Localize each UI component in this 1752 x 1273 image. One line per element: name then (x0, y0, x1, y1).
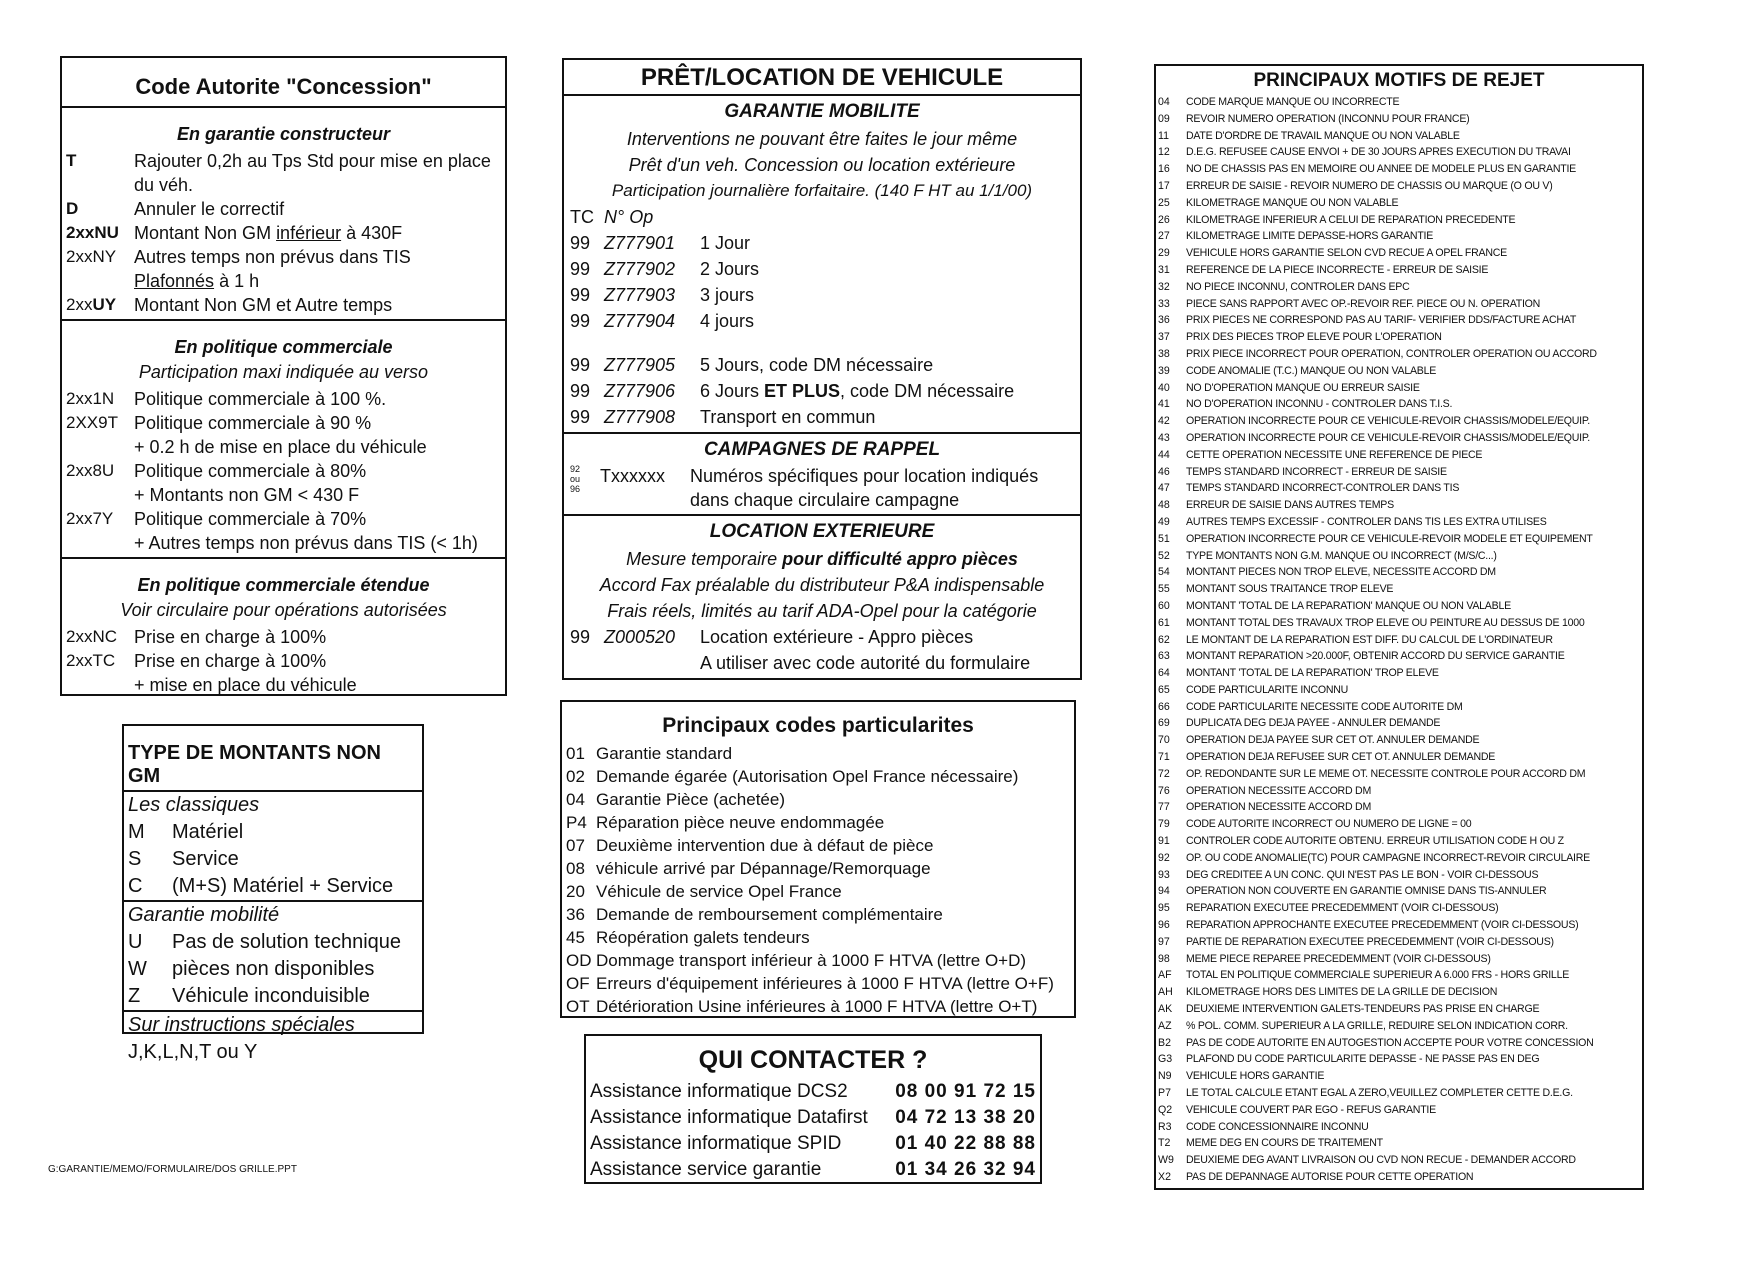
campagnes-section: CAMPAGNES DE RAPPEL 92 ou 96 Txxxxxx Numéros spécifiques pour location indiqués dans chaque circulaire campagne (564, 432, 1080, 514)
rejet-row: 96 REPARATION APPROCHANTE EXECUTEE PRECEDEMMENT (VOIR CI-DESSOUS) (1158, 919, 1579, 932)
rejet-row: 70 OPERATION DEJA PAYEE SUR CET OT. ANNULER DEMANDE (1158, 734, 1480, 747)
code-row: 2xxNY Autres temps non prévus dans TIS Plafonnés à 1 h (66, 247, 411, 291)
op-row: 99 Z777902 2 Jours (570, 259, 760, 279)
rejet-row: 79 CODE AUTORITE INCORRECT OU NUMERO DE LIGNE = 00 (1158, 818, 1472, 831)
code-row: 2xx1N Politique commerciale à 100 %. (66, 389, 387, 409)
contact-list (586, 1079, 1040, 1183)
rejet-row: T2 MEME DEG EN COURS DE TRAITEMENT (1158, 1137, 1383, 1150)
code-row: T Rajouter 0,2h au Tps Std pour mise en place du véh. (66, 151, 491, 195)
code-row: 2xx8U Politique commerciale à 80% (66, 461, 367, 481)
type-row: W pièces non disponibles (128, 958, 375, 980)
rejet-row: 39 CODE ANOMALIE (T.C.) MANQUE OU NON VALABLE (1158, 364, 1437, 377)
rejet-row: AF TOTAL EN POLITIQUE COMMERCIALE SUPERIEUR A 6.000 FRS - HORS GRILLE (1158, 969, 1570, 982)
rejet-row: 91 CONTROLER CODE AUTORITE OBTENU. ERREUR UTILISATION CODE H OU Z (1158, 835, 1564, 848)
rejet-row: W9 DEUXIEME DEG AVANT LIVRAISON OU CVD NON RECUE - DEMANDER ACCORD (1158, 1154, 1576, 1167)
particularite-row: 45 Réopération galets tendeurs (566, 928, 810, 947)
rejet-row: 55 MONTANT SOUS TRAITANCE TROP ELEVE (1158, 583, 1394, 596)
rejet-row: 51 OPERATION INCORRECTE POUR CE VEHICULE-REVOIR MODELE ET EQUIPEMENT (1158, 532, 1593, 545)
particularite-row: 36 Demande de remboursement complémentaire (566, 905, 943, 924)
op-row: 99 Z777906 6 Jours ET PLUS, code DM nécessaire (570, 381, 1015, 401)
code-row: 2XX9T Politique commerciale à 90 % (66, 413, 372, 433)
location-exterieure-section: LOCATION EXTERIEURE Mesure temporaire pour difficulté appro pièces Accord Fax préalable du distributeur P&A indispensable Frais réels, limités au tarif ADA-Opel pour la catégorie 99 Z000520 Location extérieure - Appro pièces A utiliser avec code autorité du formulaire (564, 514, 1080, 678)
rejet-row: N9 VEHICULE HORS GARANTIE (1158, 1070, 1325, 1083)
mobilite-type-section: Garantie mobilité U Pas de solution technique W pièces non disponibles Z Véhicule inconduisible (124, 900, 422, 1010)
code-row: 2xxNC Prise en charge à 100% (66, 627, 327, 647)
contact-row: Assistance informatique DCS2 08 00 91 72 15 (590, 1081, 1036, 1102)
etendue-section (62, 557, 505, 699)
rejet-row: AZ % POL. COMM. SUPERIEUR A LA GRILLE, REDUIRE SELON INDICATION CORR. (1158, 1019, 1568, 1032)
rejet-row: 93 DEG CREDITEE A UN CONC. QUI N'EST PAS LE BON - VOIR CI-DESSOUS (1158, 868, 1539, 881)
rejet-row: 04 CODE MARQUE MANQUE OU INCORRECTE (1158, 96, 1400, 108)
type-row: M Matériel (128, 821, 244, 843)
politique-section (62, 319, 505, 557)
rejet-row: 63 MONTANT REPARATION >20.000F, OBTENIR ACCORD DU SERVICE GARANTIE (1158, 650, 1565, 663)
op-row: 99 Z777904 4 jours (570, 311, 755, 331)
op-row: 99 Z777905 5 Jours, code DM nécessaire (570, 355, 934, 375)
rejet-row: 76 OPERATION NECESSITE ACCORD DM (1158, 784, 1372, 797)
rejet-row: 60 MONTANT 'TOTAL DE LA REPARATION' MANQUE OU NON VALABLE (1158, 599, 1511, 612)
type-row: Z Véhicule inconduisible (128, 985, 370, 1007)
rejet-row: 47 TEMPS STANDARD INCORRECT-CONTROLER DANS TIS (1158, 482, 1460, 495)
rejet-row: R3 CODE CONCESSIONNAIRE INCONNU (1158, 1120, 1369, 1133)
rejet-row: 17 ERREUR DE SAISIE - REVOIR NUMERO DE CHASSIS OU MARQUE (O OU V) (1158, 179, 1553, 192)
rejet-row: 38 PRIX PIECE INCORRECT POUR OPERATION, CONTROLER OPERATION OU ACCORD (1158, 347, 1597, 360)
rejet-row: 42 OPERATION INCORRECTE POUR CE VEHICULE-REVOIR CHASSIS/MODELE/EQUIP. (1158, 415, 1590, 428)
politique-sub: Participation maxi indiquée au verso (138, 362, 429, 382)
garantie-mobilite-section: GARANTIE MOBILITE Interventions ne pouvant être faites le jour même Prêt d'un veh. Concession ou location extérieure Participation journalière forfaitaire. (140 F HT au 1/1/00) TC N° Op 99 Z777901 1 Jour 99 Z777902 2 Jours 99 Z777903 3 jours 99 Z777904 4 jours 99 Z777905 5 Jours, code DM nécessaire 99 Z777906 6 Jours ET PLUS, code DM nécessaire 99 Z777908 Transport en commun (564, 96, 1080, 432)
particularite-row: OF Erreurs d'équipement inférieures à 1000 F HTVA (lettre O+F) (566, 974, 1054, 993)
rejet-row: 37 PRIX DES PIECES TROP ELEVE POUR L'OPERATION (1158, 331, 1442, 344)
classiques-section: Les classiques M Matériel S Service C (M+S) Matériel + Service (124, 792, 422, 900)
codes-list (562, 742, 1074, 1018)
rejet-row: AK DEUXIEME INTERVENTION GALETS-TENDEURS PAS PRISE EN CHARGE (1158, 1003, 1540, 1016)
rejet-row: 31 REFERENCE DE LA PIECE INCORRECTE - ERREUR DE SAISIE (1158, 263, 1489, 276)
etendue-sub: Voir circulaire pour opérations autorisées (120, 600, 447, 620)
op-row: 99 Z777903 3 jours (570, 285, 755, 305)
rejet-list (1156, 94, 1642, 1186)
rejet-row: 25 KILOMETRAGE MANQUE OU NON VALABLE (1158, 196, 1399, 209)
code-row: + 0.2 h de mise en place du véhicule (134, 437, 427, 457)
rejet-row: 54 MONTANT PIECES NON TROP ELEVE, NECESSITE ACCORD DM (1158, 566, 1496, 579)
particularite-row: 02 Demande égarée (Autorisation Opel France nécessaire) (566, 767, 1019, 786)
rejet-row: 95 REPARATION EXECUTEE PRECEDEMMENT (VOIR CI-DESSOUS) (1158, 902, 1499, 915)
rejet-row: 44 CETTE OPERATION NECESSITE UNE REFERENCE DE PIECE (1158, 448, 1483, 461)
rejet-row: 36 PRIX PIECES NE CORRESPOND PAS AU TARIF- VERIFIER DDS/FACTURE ACHAT (1158, 314, 1577, 327)
rejet-row: 66 CODE PARTICULARITE NECESSITE CODE AUTORITE DM (1158, 700, 1463, 713)
contact-row: Assistance informatique Datafirst 04 72 13 38 20 (590, 1107, 1036, 1128)
rejet-row: 12 D.E.G. REFUSEE CAUSE ENVOI + DE 30 JOURS APRES EXECUTION DU TRAVAI (1158, 146, 1571, 159)
footer-path: G:GARANTIE/MEMO/FORMULAIRE/DOS GRILLE.PPT (48, 1164, 297, 1175)
pret-location-title: PRÊT/LOCATION DE VEHICULE (564, 60, 1080, 96)
op-row: 99 Z777901 1 Jour (570, 233, 751, 253)
code-row: + Autres temps non prévus dans TIS (< 1h) (134, 533, 478, 553)
garantie-heading: En garantie constructeur (176, 124, 391, 144)
code-autorite-title: Code Autorite "Concession" (62, 58, 505, 108)
rejet-row: 16 NO DE CHASSIS PAS EN MEMOIRE OU ANNEE DE MODELE PLUS EN GARANTIE (1158, 163, 1576, 176)
type-montants-title: TYPE DE MONTANTS NON GM (124, 726, 422, 792)
pret-location-box (562, 58, 1082, 680)
rejet-row: 49 AUTRES TEMPS EXCESSIF - CONTROLER DANS TIS LES EXTRA UTILISES (1158, 515, 1547, 528)
particularite-row: 20 Véhicule de service Opel France (566, 882, 842, 901)
motifs-rejet-title: PRINCIPAUX MOTIFS DE REJET (1253, 70, 1545, 91)
rejet-row: 29 VEHICULE HORS GARANTIE SELON CVD RECUE A OPEL FRANCE (1158, 247, 1507, 260)
speciales-section: Sur instructions spéciales J,K,L,N,T ou Y (124, 1010, 422, 1066)
rejet-row: 94 OPERATION NON COUVERTE EN GARANTIE OMNISE DANS TIS-ANNULER (1158, 885, 1547, 898)
code-row: 2xxUY Montant Non GM et Autre temps (66, 295, 393, 315)
contact-row: Assistance service garantie 01 34 26 32 94 (590, 1159, 1036, 1180)
particularite-row: 01 Garantie standard (566, 744, 733, 763)
contact-row: Assistance informatique SPID 01 40 22 88 88 (590, 1133, 1036, 1154)
rejet-row: 52 TYPE MONTANTS NON G.M. MANQUE OU INCORRECT (M/S/C...) (1158, 549, 1497, 562)
garantie-section (62, 108, 505, 319)
rejet-row: 48 ERREUR DE SAISIE DANS AUTRES TEMPS (1158, 499, 1394, 512)
op-row: 99 Z000520 Location extérieure - Appro pièces (570, 627, 974, 647)
particularite-row: OD Dommage transport inférieur à 1000 F HTVA (lettre O+D) (566, 951, 1027, 970)
qui-contacter-title: QUI CONTACTER ? (698, 1046, 928, 1074)
code-row: D Annuler le correctif (66, 199, 285, 219)
rejet-row: 98 MEME PIECE REPAREE PRECEDEMMENT (VOIR CI-DESSOUS) (1158, 952, 1491, 965)
code-row: 2xxTC Prise en charge à 100% (66, 651, 327, 671)
particularite-row: 04 Garantie Pièce (achetée) (566, 790, 785, 809)
type-montants-box (122, 724, 424, 1063)
rejet-row: 65 CODE PARTICULARITE INCONNU (1158, 683, 1349, 696)
type-row: U Pas de solution technique (128, 931, 402, 953)
rejet-row: 97 PARTIE DE REPARATION EXECUTEE PRECEDEMMENT (VOIR CI-DESSOUS) (1158, 935, 1554, 948)
op-row: 99 Z777908 Transport en commun (570, 407, 876, 427)
rejet-row: 09 REVOIR NUMERO OPERATION (INCONNU POUR FRANCE) (1158, 112, 1470, 125)
rejet-row: 26 KILOMETRAGE INFERIEUR A CELUI DE REPARATION PRECEDENTE (1158, 213, 1516, 226)
rejet-row: B2 PAS DE CODE AUTORITE EN AUTOGESTION ACCEPTE POUR VOTRE CONCESSION (1158, 1036, 1594, 1049)
codes-particularites-title: Principaux codes particularites (662, 714, 974, 737)
type-row: S Service (128, 848, 239, 870)
code-row: 2xx7Y Politique commerciale à 70% (66, 509, 367, 529)
rejet-row: 43 OPERATION INCORRECTE POUR CE VEHICULE-REVOIR CHASSIS/MODELE/EQUIP. (1158, 431, 1590, 444)
type-row: C (M+S) Matériel + Service (128, 875, 394, 897)
particularite-row: OT Détérioration Usine inférieures à 1000 F HTVA (lettre O+T) (566, 997, 1038, 1016)
rejet-row: 33 PIECE SANS RAPPORT AVEC OP.-REVOIR REF. PIECE OU N. OPERATION (1158, 297, 1541, 310)
rejet-row: 32 NO PIECE INCONNU, CONTROLER DANS EPC (1158, 280, 1410, 293)
etendue-heading: En politique commerciale étendue (137, 575, 430, 595)
code-autorite-box (60, 56, 507, 696)
particularite-row: 08 véhicule arrivé par Dépannage/Remorquage (566, 859, 931, 878)
rejet-row: 62 LE MONTANT DE LA REPARATION EST DIFF. DU CALCUL DE L'ORDINATEUR (1158, 633, 1553, 646)
rejet-row: 72 OP. REDONDANTE SUR LE MEME OT. NECESSITE CONTROLE POUR ACCORD DM (1158, 767, 1586, 780)
column-header: TC N° Op (570, 207, 654, 227)
rejet-row: P7 LE TOTAL CALCULE ETANT EGAL A ZERO,VEUILLEZ COMPLETER CETTE D.E.G. (1158, 1087, 1573, 1100)
rejet-row: AH KILOMETRAGE HORS DES LIMITES DE LA GRILLE DE DECISION (1158, 986, 1498, 999)
rejet-row: 61 MONTANT TOTAL DES TRAVAUX TROP ELEVE OU PEINTURE AU DESSUS DE 1000 (1158, 616, 1585, 629)
rejet-row: 69 DUPLICATA DEG DEJA PAYEE - ANNULER DEMANDE (1158, 717, 1441, 730)
code-row: + Montants non GM < 430 F (134, 485, 360, 505)
rejet-row: 40 NO D'OPERATION MANQUE OU ERREUR SAISIE (1158, 381, 1420, 394)
code-row: 2xxNU Montant Non GM inférieur à 430F (66, 223, 403, 243)
qui-contacter-box (584, 1034, 1042, 1184)
rejet-row: Q2 VEHICULE COUVERT PAR EGO - REFUS GARANTIE (1158, 1103, 1436, 1116)
politique-heading: En politique commerciale (174, 337, 393, 357)
codes-particularites-box (560, 700, 1076, 1018)
rejet-row: 46 TEMPS STANDARD INCORRECT - ERREUR DE SAISIE (1158, 465, 1447, 478)
rejet-row: X2 PAS DE DEPANNAGE AUTORISE POUR CETTE OPERATION (1158, 1171, 1474, 1183)
rejet-row: G3 PLAFOND DU CODE PARTICULARITE DEPASSE - NE PASSE PAS EN DEG (1158, 1053, 1540, 1066)
rejet-row: 64 MONTANT 'TOTAL DE LA REPARATION' TROP ELEVE (1158, 667, 1439, 680)
rejet-row: 27 KILOMETRAGE LIMITE DEPASSE-HORS GARANTIE (1158, 230, 1434, 243)
particularite-row: 07 Deuxième intervention due à défaut de pièce (566, 836, 934, 855)
rejet-row: 71 OPERATION DEJA REFUSEE SUR CET OT. ANNULER DEMANDE (1158, 751, 1496, 764)
motifs-rejet-box (1154, 64, 1644, 1190)
rejet-row: 92 OP. OU CODE ANOMALIE(TC) POUR CAMPAGNE INCORRECT-REVOIR CIRCULAIRE (1158, 851, 1590, 864)
rejet-row: 11 DATE D'ORDRE DE TRAVAIL MANQUE OU NON VALABLE (1158, 129, 1460, 142)
particularite-row: P4 Réparation pièce neuve endommagée (566, 813, 885, 832)
rejet-row: 41 NO D'OPERATION INCONNU - CONTROLER DANS T.I.S. (1158, 398, 1453, 411)
rejet-row: 77 OPERATION NECESSITE ACCORD DM (1158, 801, 1372, 814)
code-row: + mise en place du véhicule (134, 675, 357, 695)
